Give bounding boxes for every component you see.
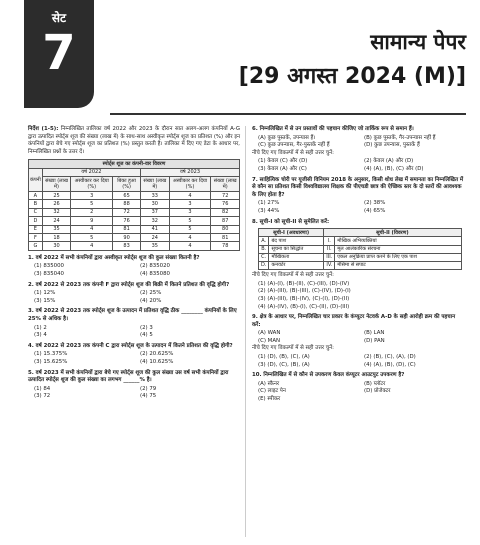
table-cell: 76 (113, 217, 141, 225)
sub-header: संख्या (लाख में) (141, 177, 170, 192)
option: (4) 65% (364, 207, 386, 214)
table-cell: 30 (141, 200, 170, 208)
question-6 (252, 126, 464, 174)
option: (3) 72 (34, 393, 51, 400)
table-cell: 65 (113, 192, 141, 200)
option: (C) लाइट पेन (258, 388, 286, 395)
match-key: I. (324, 237, 335, 245)
match-key: II. (324, 245, 335, 253)
option: (3) केवल (A) और (C) (258, 165, 307, 172)
question-9 (252, 314, 464, 369)
table-row (29, 234, 240, 242)
option: (3) 835040 (34, 271, 64, 278)
options (28, 290, 240, 305)
options (252, 354, 464, 369)
right-column (252, 126, 464, 407)
list2-header: सूची-II (विवरण) (324, 229, 461, 237)
question-text: 3. वर्ष 2022 से 2023 तक स्पोर्ट्स शूज के उत्पादन में प्रतिशत वृद्धि ठीक ________ कंपनियों के लिए 25% से अधिक है। (28, 308, 237, 322)
year-2022-header: वर्ष 2022 (42, 168, 140, 176)
option: (A) स्कैनर (258, 380, 280, 387)
table-cell: 88 (113, 200, 141, 208)
table-cell: 41 (141, 225, 170, 233)
statements (252, 330, 464, 345)
directions-lead: निर्देश (1-5): (28, 126, 59, 132)
question-5 (28, 370, 240, 401)
table-cell: 24 (141, 234, 170, 242)
match-cell: कनवर्टर (269, 261, 324, 269)
question-text: 5. वर्ष 2023 में सभी कंपनियों द्वारा बेचे गए स्पोर्ट्स शूज की कुल संख्या उस वर्ष सभी कंपनियों द्वारा उत्पादित स्पोर्ट्स शूज की कुल संख्या का लगभग ______% है। (28, 369, 229, 384)
table-cell: 32 (42, 208, 71, 216)
match-cell: सूचना का सिद्धांत (269, 245, 324, 253)
company-cell: F (29, 234, 43, 242)
option: (3) (A)-(III), (B)-(IV), (C)-(I), (D)-(II) (258, 295, 350, 302)
table-cell: 2 (71, 208, 113, 216)
table-cell: 35 (141, 242, 170, 250)
option: (2) 20.625% (140, 351, 174, 358)
options (28, 386, 240, 401)
option: (4) (A), (B), (C) और (D) (364, 165, 424, 172)
match-table (258, 228, 462, 270)
match-row (259, 237, 462, 245)
option: (3) 15% (34, 297, 56, 304)
option: (1) 12% (34, 290, 56, 297)
match-row (259, 245, 462, 253)
statement: (C) MAN (258, 337, 281, 344)
match-cell: मेसिमा से सपाट (335, 261, 461, 269)
company-cell: C (29, 208, 43, 216)
left-column (28, 126, 240, 404)
table-cell: 81 (113, 225, 141, 233)
table-cell: 26 (42, 200, 71, 208)
table-cell: 5 (71, 200, 113, 208)
option: (1) 2 (34, 324, 47, 331)
option: (1) 84 (34, 385, 51, 392)
match-cell: मूल आलंकारिक संरचना (335, 245, 461, 253)
match-key: D. (259, 261, 269, 269)
option: (1) केवल (C) और (D) (258, 158, 308, 165)
statement: (D) कुछ उपन्यास, पुस्तकें हैं (364, 142, 420, 149)
question-2 (28, 282, 240, 306)
table-cell: 3 (169, 208, 211, 216)
option: (3) (D), (C), (B), (A) (258, 361, 310, 368)
option: (4) 10.625% (140, 358, 174, 365)
question-text: 6. निम्नलिखित में से उन प्रस्तावों की पहचान कीजिए जो तार्किक रूप से समान हैं। (252, 126, 414, 132)
table-cell: 72 (113, 208, 141, 216)
statement: (D) PAN (364, 337, 385, 344)
match-key: III. (324, 253, 335, 261)
question-7 (252, 177, 464, 216)
match-row (259, 261, 462, 269)
question-text: 7. साहित्यिक चोरी पर यूजीसी विनियम 2018 के अनुसार, किसी शोध लेख में समानता का निम्नलिखित में से कौन सा प्रतिशत किसी विश्वविद्यालय शिक्षक की पीएचडी छात्र की ऐच्छिक स्तर के दो स्तरों की आवश्यक के लिए होता है? (252, 176, 464, 198)
table-body (29, 192, 240, 251)
header-rule (110, 113, 466, 115)
statements (252, 135, 464, 150)
table-cell: 90 (113, 234, 141, 242)
match-key: IV. (324, 261, 335, 269)
instruction: नीचे दिए गए विकल्पों में से सही उत्तर चुनें: (252, 272, 334, 279)
company-cell: G (29, 242, 43, 250)
table-cell: 25 (42, 192, 71, 200)
company-cell: B (29, 200, 43, 208)
page-header (206, 28, 466, 90)
match-cell: मौखिक अभिव्यक्तियां (335, 237, 461, 245)
page-subtitle: [29 अगस्त 2024 (M)] (238, 64, 466, 89)
page-title: सामान्य पेपर (370, 30, 466, 54)
column-divider (245, 126, 246, 537)
table-cell: 9 (71, 217, 113, 225)
match-row (259, 253, 462, 261)
option: (1) (A)-(I), (B)-(II), (C)-(III), (D)-(IV) (258, 280, 350, 287)
option: (B) प्लॉटर (364, 380, 386, 387)
year-2023-header: वर्ष 2023 (141, 168, 240, 176)
option: (2) 25% (140, 290, 162, 297)
question-4 (28, 343, 240, 367)
table-cell: 78 (211, 242, 240, 250)
option: (2) (A)-(III), (B)-(III), (C)-(IV), (D)-(I) (258, 288, 351, 295)
option: (1) 15.375% (34, 351, 68, 358)
table-cell: 4 (71, 225, 113, 233)
option: (3) 4 (34, 332, 47, 339)
option: (4) 5 (140, 332, 153, 339)
option: (3) 44% (258, 207, 280, 214)
option: (4) (A), (B), (D), (C) (364, 361, 416, 368)
option: (1) (D), (B), (C), (A) (258, 354, 310, 361)
table-cell: 82 (211, 208, 240, 216)
table-cell: 32 (141, 217, 170, 225)
match-cell: मौखिकता (269, 253, 324, 261)
table-cell: 5 (169, 225, 211, 233)
table-cell: 33 (141, 192, 170, 200)
table-cell: 83 (113, 242, 141, 250)
question-text: 2. वर्ष 2022 से 2023 तक कंपनी F द्वारा स्पोर्ट्स शूज की बिक्री में कितने प्रतिशत की वृद्धि होगी? (28, 281, 230, 288)
options (28, 263, 240, 278)
sub-header: बिका हुआ (%) (113, 177, 141, 192)
sub-header: अस्वीकार कर दिया (%) (169, 177, 211, 192)
statement: (C) कुछ उपन्यास, गैर-पुस्तकें नहीं हैं (258, 142, 330, 149)
question-10 (252, 372, 464, 403)
sub-header: अस्वीकार कर दिया (%) (71, 177, 113, 192)
option: (2) 3 (140, 324, 153, 331)
table-row (29, 217, 240, 225)
option: (D) प्रोजेक्टर (364, 388, 391, 395)
list1-header: सूची-I (अवधारणा) (259, 229, 324, 237)
company-cell: E (29, 225, 43, 233)
left-questions (28, 255, 240, 401)
option: (E) स्पीकर (258, 396, 281, 403)
option: (1) 27% (258, 200, 280, 207)
table-cell: 5 (169, 217, 211, 225)
company-cell: A (29, 192, 43, 200)
option: (2) 38% (364, 200, 386, 207)
table-row (29, 200, 240, 208)
options (252, 200, 464, 215)
option: (2) केवल (A) और (D) (364, 158, 414, 165)
options (252, 281, 464, 311)
option: (2) (B), (C), (A), (D) (364, 354, 416, 361)
question-text: 1. वर्ष 2022 में सभी कंपनियों द्वारा अस्वीकृत स्पोर्ट्स शूज की कुल संख्या कितनी है? (28, 254, 200, 261)
option: (4) 20% (140, 297, 162, 304)
table-row (29, 208, 240, 216)
table-row (29, 192, 240, 200)
match-body (259, 237, 462, 270)
match-cell: एकल अनुक्रिया प्राप्त करने के लिए एक पाश (335, 253, 461, 261)
company-cell: D (29, 217, 43, 225)
instruction: नीचे दिए गए विकल्पों में से सही उत्तर चुनें: (252, 345, 334, 352)
question-text: 10. निम्नलिखित में से कौन से उपकरण केवल कंप्यूटर आउटपुट उपकरण है? (252, 372, 405, 379)
option: (2) 835020 (140, 263, 170, 270)
question-text: 4. वर्ष 2022 से 2023 तक कंपनी C द्वारा स्पोर्ट्स शूज के उत्पादन में कितने प्रतिशत की वृद्धि होगी? (28, 342, 233, 349)
option: (1) 835000 (34, 263, 64, 270)
table-cell: 4 (71, 242, 113, 250)
statement: (B) LAN (364, 330, 385, 337)
question-3 (28, 308, 240, 339)
question-text: 9. क्षेत्र के आधार पर, निम्नलिखित चार प्रकार के कंप्यूटर नेटवर्क A-D के सही आरोही क्रम की पहचान करें: (252, 314, 456, 328)
options (28, 351, 240, 366)
table-cell: 3 (71, 192, 113, 200)
options (252, 158, 464, 173)
table-cell: 24 (42, 217, 71, 225)
table-cell: 4 (169, 234, 211, 242)
instruction: नीचे दिए गए विकल्पों में से सही उत्तर चुनें: (252, 149, 334, 156)
table-cell: 5 (71, 234, 113, 242)
table-cell: 80 (211, 225, 240, 233)
shoes-table (28, 159, 240, 250)
table-cell: 72 (211, 192, 240, 200)
options (28, 325, 240, 340)
sub-header: संख्या (लाख में) (42, 177, 71, 192)
question-1 (28, 255, 240, 279)
table-cell: 3 (169, 200, 211, 208)
question-8 (252, 219, 464, 312)
match-cell: बंद पाश (269, 237, 324, 245)
match-key: C. (259, 253, 269, 261)
options (252, 381, 464, 404)
statement: (A) WAN (258, 330, 281, 337)
statement: (B) कुछ पुस्तकें, गैर-उपन्यास नहीं हैं (364, 134, 436, 141)
table-cell: 76 (211, 200, 240, 208)
table-cell: 30 (42, 242, 71, 250)
option: (2) 79 (140, 385, 157, 392)
table-cell: 4 (169, 192, 211, 200)
option: (3) 15.625% (34, 358, 68, 365)
option: (4) 75 (140, 393, 157, 400)
table-cell: 87 (211, 217, 240, 225)
table-row (29, 242, 240, 250)
table-row (29, 225, 240, 233)
set-tab (24, 0, 94, 108)
table-cell: 35 (42, 225, 71, 233)
statement: (A) कुछ पुस्तकें, उपन्यास हैं। (258, 134, 316, 141)
table-cell: 37 (141, 208, 170, 216)
table-cell: 18 (42, 234, 71, 242)
question-text: 8. सूची-I को सूची-II से सुमेलित करें: (252, 218, 330, 225)
option: (4) (A)-(IV), (B)-(I), (C)-(II), (D)-(III) (258, 303, 350, 310)
table-cell: 4 (169, 242, 211, 250)
table-caption: स्पोर्ट्स शूज का कंपनी-वार विवरण (29, 160, 240, 168)
match-key: A. (259, 237, 269, 245)
sub-header: संख्या (लाख में) (211, 177, 240, 192)
company-header: कंपनी (29, 168, 43, 191)
match-key: B. (259, 245, 269, 253)
set-label: सेट (51, 11, 67, 25)
directions (28, 126, 240, 156)
set-number: 7 (42, 25, 76, 81)
directions-text: निम्नलिखित तालिका वर्ष 2022 और 2023 के दौरान सात अलग-अलग कंपनियों A-G द्वारा उत्पादित स्पोर्ट्स शूज की संख्या (लाख में) के साथ-साथ अस्वीकृत स्पोर्ट्स शूज का प्रतिशत (%) और इन कंपनियों द्वारा बेचे गए स्पोर्ट्स शूज का प्रतिशत (%) प्रस्तुत करती है। तालिका में दिए गए डेटा के आधार पर, निम्नलिखित प्रश्नों के उत्तर दें। (28, 126, 240, 155)
option: (4) 835080 (140, 271, 170, 278)
table-cell: 81 (211, 234, 240, 242)
